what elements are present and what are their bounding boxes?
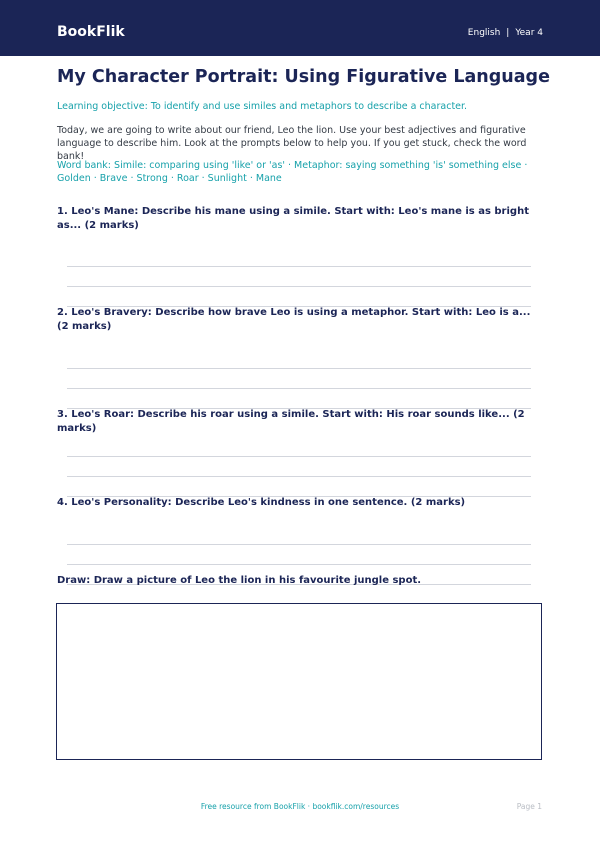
question-2-prompt: 2. Leo's Bravery: Describe how brave Leo is using a metaphor. Start with: Leo is a... (2 marks) (57, 307, 531, 332)
question-2 (57, 306, 543, 334)
question-1 (57, 205, 543, 233)
drawing-box[interactable] (56, 603, 542, 760)
answer-line[interactable] (67, 456, 531, 457)
answer-line[interactable] (67, 368, 531, 369)
question-4 (57, 496, 543, 510)
draw-section (57, 574, 543, 588)
brand-logo[interactable]: BookFlik (57, 24, 125, 40)
word-bank: Word bank: Simile: comparing using 'like' or 'as' · Metaphor: saying something 'is' something else · Golden · Brave · Strong · Roar · Sunlight · Mane (57, 160, 528, 184)
answer-line[interactable] (67, 564, 531, 565)
year-label: Year 4 (515, 28, 543, 38)
page-number: Page 1 (516, 802, 542, 811)
question-1-prompt: 1. Leo's Mane: Describe his mane using a simile. Start with: Leo's mane is as bright as... (2 marks) (57, 206, 529, 231)
page-title: My Character Portrait: Using Figurative Language (57, 67, 550, 87)
footer-text[interactable]: Free resource from BookFlik · bookflik.com/resources (200, 802, 400, 811)
draw-prompt: Draw: Draw a picture of Leo the lion in his favourite jungle spot. (57, 575, 422, 586)
answer-line[interactable] (67, 388, 531, 389)
header-separator: | (506, 28, 510, 38)
learning-objective: Learning objective: To identify and use similes and metaphors to describe a character. (57, 101, 468, 112)
answer-line[interactable] (67, 544, 531, 545)
header-bar (0, 0, 600, 56)
question-4-prompt: 4. Leo's Personality: Describe Leo's kindness in one sentence. (2 marks) (57, 497, 466, 508)
question-3-prompt: 3. Leo's Roar: Describe his roar using a simile. Start with: His roar sounds like... (2 marks) (57, 409, 525, 434)
answer-line[interactable] (67, 266, 531, 267)
question-3 (57, 408, 543, 436)
intro-paragraph: Today, we are going to write about our friend, Leo the lion. Use your best adjectives and figurative language to describe him. Look at the prompts below to help you. If you get stuck, check the word bank! (57, 125, 527, 162)
header-meta (468, 28, 543, 39)
answer-line[interactable] (67, 476, 531, 477)
answer-line[interactable] (67, 286, 531, 287)
subject-label: English (467, 28, 501, 38)
